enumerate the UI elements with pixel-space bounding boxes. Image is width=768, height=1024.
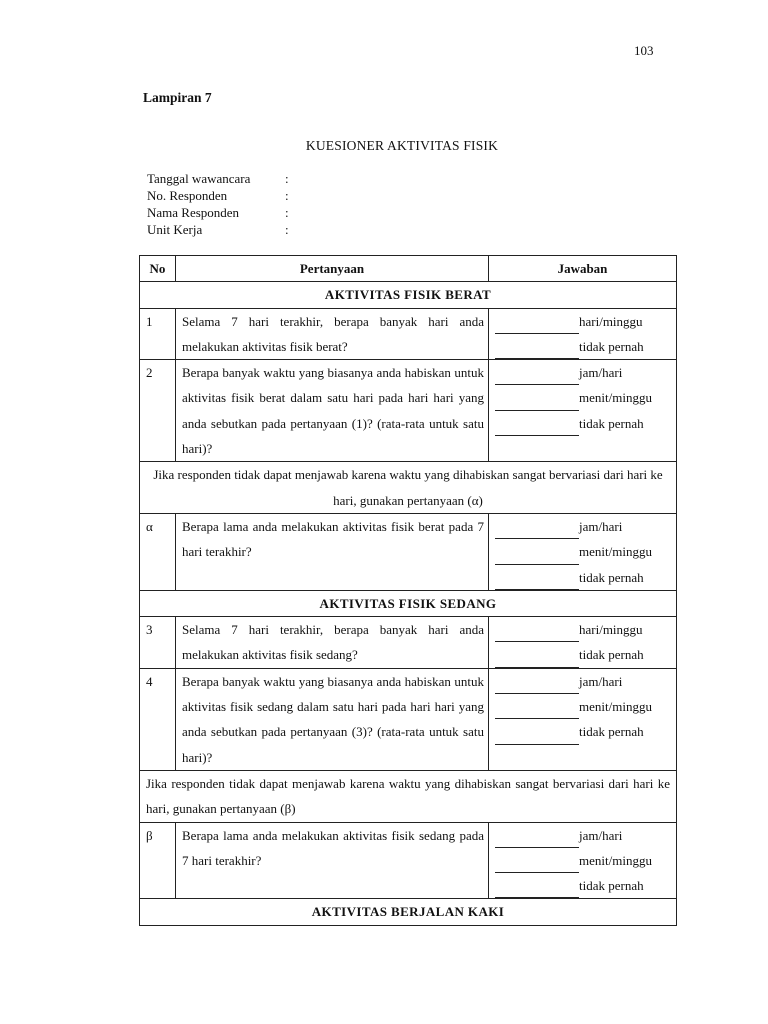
answer-option xyxy=(495,617,676,642)
answer-cell xyxy=(489,668,677,770)
answer-blank[interactable] xyxy=(495,729,579,745)
answer-unit: jam/hari xyxy=(579,673,623,689)
info-separator: : xyxy=(285,205,289,220)
answer-unit: jam/hari xyxy=(579,518,623,534)
answer-cell xyxy=(489,308,677,360)
answer-option xyxy=(495,514,676,539)
section-heading: AKTIVITAS FISIK SEDANG xyxy=(140,590,677,616)
answer-blank[interactable] xyxy=(495,832,579,848)
answer-blank[interactable] xyxy=(495,318,579,334)
info-row-work-unit xyxy=(147,221,295,238)
question-text: Selama 7 hari terakhir, berapa banyak hari anda melakukan aktivitas fisik berat? xyxy=(176,308,489,360)
header-question: Pertanyaan xyxy=(176,256,489,282)
table-row xyxy=(140,668,677,770)
answer-option xyxy=(495,385,676,410)
table-row xyxy=(140,822,677,899)
question-number: 1 xyxy=(140,308,176,360)
answer-blank[interactable] xyxy=(495,395,579,411)
answer-blank[interactable] xyxy=(495,882,579,898)
answer-unit: menit/minggu xyxy=(579,699,652,715)
question-text: Berapa lama anda melakukan aktivitas fisik sedang pada 7 hari terakhir? xyxy=(176,822,489,899)
section-walking-row xyxy=(140,899,677,925)
info-row-respondent-name xyxy=(147,204,295,221)
answer-unit: tidak pernah xyxy=(579,878,644,894)
info-separator: : xyxy=(285,171,289,186)
answer-unit: tidak pernah xyxy=(579,415,644,431)
section-heading: AKTIVITAS BERJALAN KAKI xyxy=(140,899,677,925)
answer-blank[interactable] xyxy=(495,703,579,719)
answer-blank[interactable] xyxy=(495,857,579,873)
info-row-respondent-number xyxy=(147,187,295,204)
answer-option xyxy=(495,539,676,564)
answer-blank[interactable] xyxy=(495,549,579,565)
question-number: 3 xyxy=(140,617,176,669)
question-text: Berapa lama anda melakukan aktivitas fisik berat pada 7 hari terakhir? xyxy=(176,513,489,590)
answer-option xyxy=(495,719,676,744)
question-number: 4 xyxy=(140,668,176,770)
answer-option xyxy=(495,694,676,719)
info-label: No. Responden xyxy=(147,188,228,203)
answer-blank[interactable] xyxy=(495,369,579,385)
answer-unit: tidak pernah xyxy=(579,724,644,740)
note-row xyxy=(140,770,677,822)
appendix-label: Lampiran 7 xyxy=(143,90,212,105)
section-heavy-row xyxy=(140,282,677,308)
header-answer: Jawaban xyxy=(489,256,677,282)
answer-option xyxy=(495,848,676,873)
answer-unit: menit/minggu xyxy=(579,390,652,406)
answer-option xyxy=(495,360,676,385)
answer-unit: jam/hari xyxy=(579,365,623,381)
answer-option xyxy=(495,334,676,359)
table-row xyxy=(140,617,677,669)
table-header-row xyxy=(140,256,677,282)
note-alpha: Jika responden tidak dapat menjawab karena waktu yang dihabiskan sangat bervariasi dari hari ke hari, gunakan pertanyaan (α) xyxy=(140,462,677,514)
question-number: β xyxy=(140,822,176,899)
answer-cell xyxy=(489,360,677,462)
section-moderate-row xyxy=(140,590,677,616)
answer-unit: hari/minggu xyxy=(579,313,643,329)
page-number: 103 xyxy=(634,43,654,58)
answer-option xyxy=(495,309,676,334)
answer-option xyxy=(495,642,676,667)
answer-cell xyxy=(489,822,677,899)
document-title: KUESIONER AKTIVITAS FISIK xyxy=(305,138,499,153)
answer-blank[interactable] xyxy=(495,523,579,539)
answer-unit: tidak pernah xyxy=(579,338,644,354)
answer-option xyxy=(495,411,676,436)
info-label: Tanggal wawancara xyxy=(147,171,251,186)
info-separator: : xyxy=(285,222,289,237)
question-number: 2 xyxy=(140,360,176,462)
answer-option xyxy=(495,565,676,590)
info-label: Unit Kerja xyxy=(147,222,203,237)
section-heading: AKTIVITAS FISIK BERAT xyxy=(140,282,677,308)
answer-option xyxy=(495,873,676,898)
answer-blank[interactable] xyxy=(495,574,579,590)
info-separator: : xyxy=(285,188,289,203)
answer-unit: tidak pernah xyxy=(579,569,644,585)
question-text: Berapa banyak waktu yang biasanya anda habiskan untuk aktivitas fisik berat dalam satu hari pada hari hari yang anda sebutkan pada pertanyaan (1)? (rata-rata untuk satu hari)? xyxy=(176,360,489,462)
answer-blank[interactable] xyxy=(495,626,579,642)
respondent-info xyxy=(147,170,295,238)
question-text: Selama 7 hari terakhir, berapa banyak hari anda melakukan aktivitas fisik sedang? xyxy=(176,617,489,669)
note-beta: Jika responden tidak dapat menjawab karena waktu yang dihabiskan sangat bervariasi dari hari ke hari, gunakan pertanyaan (β) xyxy=(140,770,677,822)
answer-blank[interactable] xyxy=(495,420,579,436)
answer-option xyxy=(495,669,676,694)
answer-option xyxy=(495,823,676,848)
table-row xyxy=(140,308,677,360)
question-number: α xyxy=(140,513,176,590)
table-row xyxy=(140,360,677,462)
info-label: Nama Responden xyxy=(147,205,240,220)
answer-unit: tidak pernah xyxy=(579,647,644,663)
answer-unit: menit/minggu xyxy=(579,852,652,868)
answer-blank[interactable] xyxy=(495,678,579,694)
answer-blank[interactable] xyxy=(495,343,579,359)
answer-unit: jam/hari xyxy=(579,827,623,843)
question-text: Berapa banyak waktu yang biasanya anda habiskan untuk aktivitas fisik sedang dalam satu hari pada hari hari yang anda sebutkan pada pertanyaan (3)? (rata-rata untuk satu hari)? xyxy=(176,668,489,770)
header-no: No xyxy=(140,256,176,282)
questionnaire-table xyxy=(139,255,677,926)
note-row xyxy=(140,462,677,514)
answer-unit: hari/minggu xyxy=(579,622,643,638)
info-row-interview-date xyxy=(147,170,295,187)
table-row xyxy=(140,513,677,590)
answer-unit: menit/minggu xyxy=(579,544,652,560)
answer-blank[interactable] xyxy=(495,652,579,668)
answer-cell xyxy=(489,513,677,590)
answer-cell xyxy=(489,617,677,669)
